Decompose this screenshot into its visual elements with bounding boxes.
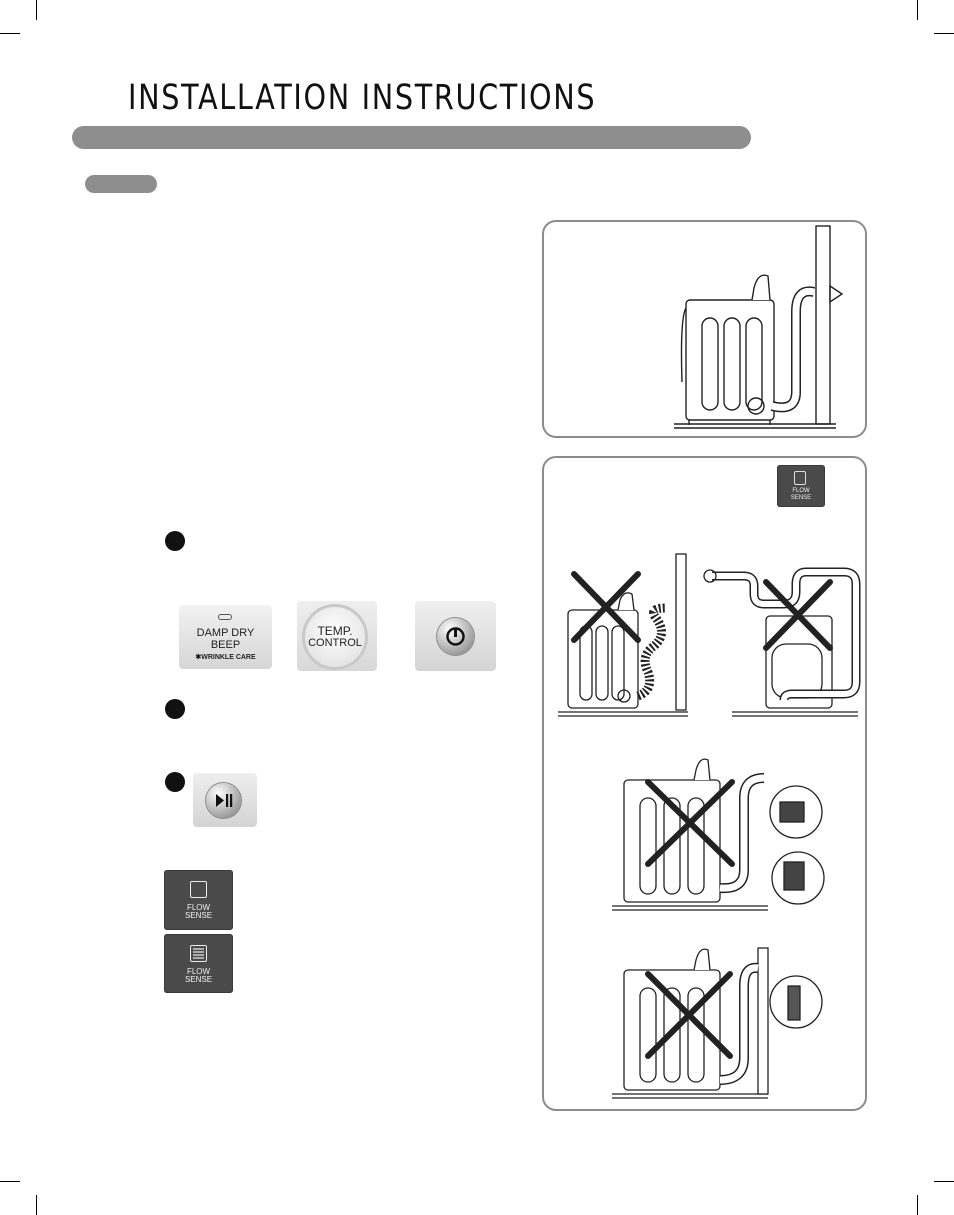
flow-sense-label-line2: SENSE (790, 495, 812, 501)
illustration-panel-correct (542, 220, 867, 438)
wrinkle-care-label: ✱WRINKLE CARE (195, 654, 256, 661)
play-pause-icon (193, 773, 257, 827)
header-bar (72, 126, 751, 149)
crop-mark (917, 0, 918, 20)
crop-mark (36, 1195, 37, 1215)
step-bullet (165, 531, 185, 551)
crop-mark (934, 33, 954, 34)
beep-label: BEEP (210, 639, 241, 651)
start-pause-button[interactable] (193, 773, 257, 827)
flow-sense-label-line2: SENSE (184, 911, 213, 920)
flow-sense-bars (164, 934, 233, 993)
flow-sense-indicator-empty (164, 870, 233, 930)
damp-dry-label: DAMP DRY (196, 627, 255, 639)
flow-sense-label-line2: SENSE (184, 975, 213, 984)
step-bullet (165, 699, 185, 719)
flow-sense-bars-icon (794, 471, 806, 485)
power-icon (415, 601, 496, 671)
damp-dry-beep-button[interactable] (179, 605, 272, 669)
crop-mark (36, 0, 37, 20)
flow-sense-empty-icon (190, 881, 207, 898)
crop-mark (0, 33, 20, 34)
dryer-correct-install-illustration (544, 222, 869, 440)
step-bullet (165, 772, 185, 792)
crop-mark (0, 1181, 20, 1182)
temp-label: TEMP. (317, 624, 353, 638)
crop-mark (917, 1195, 918, 1215)
flow-sense-label-line1: FLOW (186, 967, 211, 976)
flow-sense-indicator-small (777, 465, 825, 507)
temp-control-button[interactable] (297, 601, 377, 671)
illustration-panel-incorrect (542, 456, 867, 1111)
flow-sense-label-line1: FLOW (792, 488, 810, 494)
section-pill (85, 175, 157, 193)
indicator-light (218, 614, 232, 620)
flow-sense-label-line1: FLOW (186, 903, 211, 912)
control-label: CONTROL (308, 637, 362, 649)
page-title: INSTALLATION INSTRUCTIONS (128, 78, 597, 118)
crop-mark (934, 1181, 954, 1182)
flow-sense-indicator-full (164, 934, 233, 993)
dryer-incorrect-install-illustrations (544, 458, 869, 1113)
power-button[interactable] (415, 601, 496, 671)
